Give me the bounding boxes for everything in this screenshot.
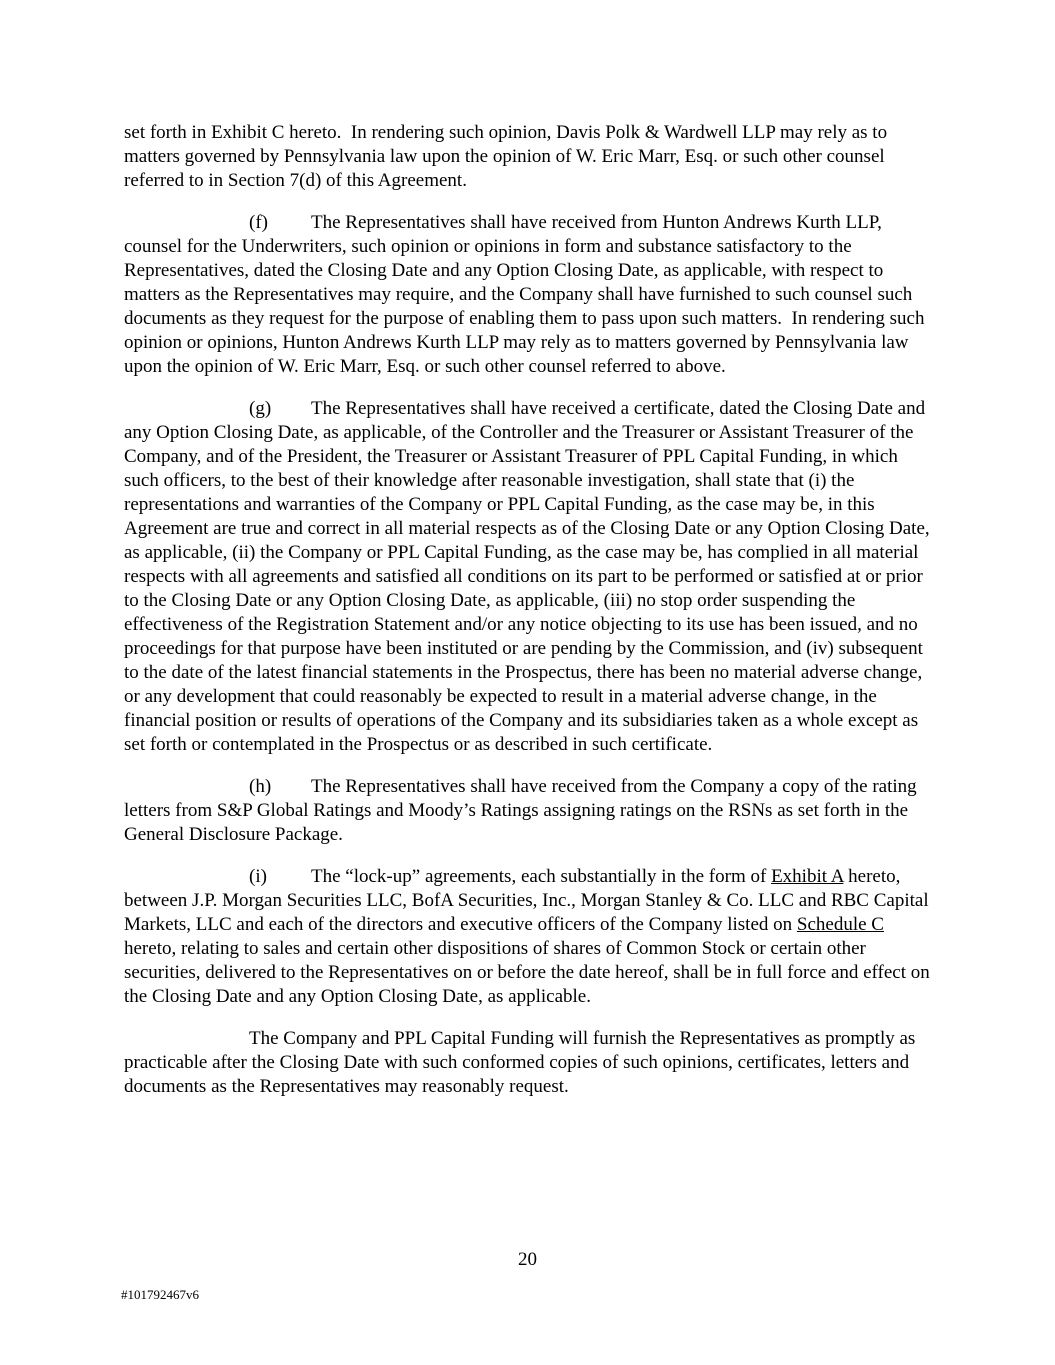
text-run: The “lock-up” agreements, each substantially in the form of xyxy=(311,866,772,887)
document-body xyxy=(124,121,936,1117)
cross-reference: Schedule C xyxy=(796,914,884,935)
text-run: The Company and PPL Capital Funding will furnish the Representatives as promptly as practicable after the Closing Date with such conformed copies of such opinions, certificates, letters and documents as the Representatives may reasonably request. xyxy=(124,1028,921,1097)
page-number: 20 xyxy=(518,1249,537,1270)
text-run: hereto, between J.P. Morgan Securities LLC, BofA Securities, Inc., Morgan Stanley & Co. LLC and RBC Capital Markets, LLC and each of the directors and executive officers of the Company listed on xyxy=(124,866,934,935)
paragraph-continuation xyxy=(124,121,936,193)
text-run: The Representatives shall have received a certificate, dated the Closing Date and any Option Closing Date, as applicable, of the Controller and the Treasurer or Assistant Treasurer of the Company, and of the President, the Treasurer or Assistant Treasurer of PPL Capital Funding, in which such officers, to the best of their knowledge after reasonable investigation, shall state that (i) the representations and warranties of the Company or PPL Capital Funding, as the case may be, in this Agreement are true and correct in all material respects as of the Closing Date or any Option Closing Date, as applicable, (ii) the Company or PPL Capital Funding, as the case may be, has complied in all material respects with all agreements and satisfied all conditions on its part to be performed or satisfied at or prior to the Closing Date or any Option Closing Date, as applicable, (iii) no stop order suspending the effectiveness of the Registration Statement and/or any notice objecting to its use has been issued, and no proceedings for that purpose have been instituted or are pending by the Commission, and (iv) subsequent to the date of the latest financial statements in the Prospectus, there has been no material adverse change, or any development that could reasonably be expected to result in a material adverse change, in the financial position or results of operations of the Company and its subsidiaries taken as a whole except as set forth or contemplated in the Prospectus or as described in such certificate. xyxy=(124,398,935,755)
text-run: The Representatives shall have received from the Company a copy of the rating letters from S&P Global Ratings and Moody’s Ratings assigning ratings on the RSNs as set forth in the General Disclosure Package. xyxy=(124,776,922,845)
clause-label-clause-f: (f) xyxy=(249,212,268,233)
text-run: The Representatives shall have received from Hunton Andrews Kurth LLP, counsel for the Underwriters, such opinion or opinions in form and substance satisfactory to the Representatives, dated the Closing Date and any Option Closing Date, as applicable, with respect to matters as the Representatives may require, and the Company shall have furnished to such counsel such documents as they request for the purpose of enabling them to pass upon such matters. In rendering such opinion or opinions, Hunton Andrews Kurth LLP may rely as to matters governed by Pennsylvania law upon the opinion of W. Eric Marr, Esq. or such other counsel referred to above. xyxy=(124,212,930,377)
paragraph-closing xyxy=(124,1027,936,1099)
clause-label-clause-g: (g) xyxy=(249,398,272,419)
clause-label-clause-i: (i) xyxy=(249,866,267,887)
paragraph-clause-g xyxy=(124,397,936,757)
clause-label-clause-h: (h) xyxy=(249,776,272,797)
paragraph-clause-f xyxy=(124,211,936,379)
paragraph-clause-h xyxy=(124,775,936,847)
paragraph-clause-i xyxy=(124,865,936,1009)
text-run: set forth in Exhibit C hereto. In rendering such opinion, Davis Polk & Wardwell LLP may rely as to matters governed by Pennsylvania law upon the opinion of W. Eric Marr, Esq. or such other counsel referred to in Section 7(d) of this Agreement. xyxy=(124,122,892,191)
cross-reference: Exhibit A xyxy=(771,866,844,887)
document-id-stamp: #101792467v6 xyxy=(121,1287,199,1302)
text-run: hereto, relating to sales and certain other dispositions of shares of Common Stock or certain other securities, delivered to the Representatives on or before the date hereof, shall be in full force and effect on the Closing Date and any Option Closing Date, as applicable. xyxy=(124,914,935,1007)
